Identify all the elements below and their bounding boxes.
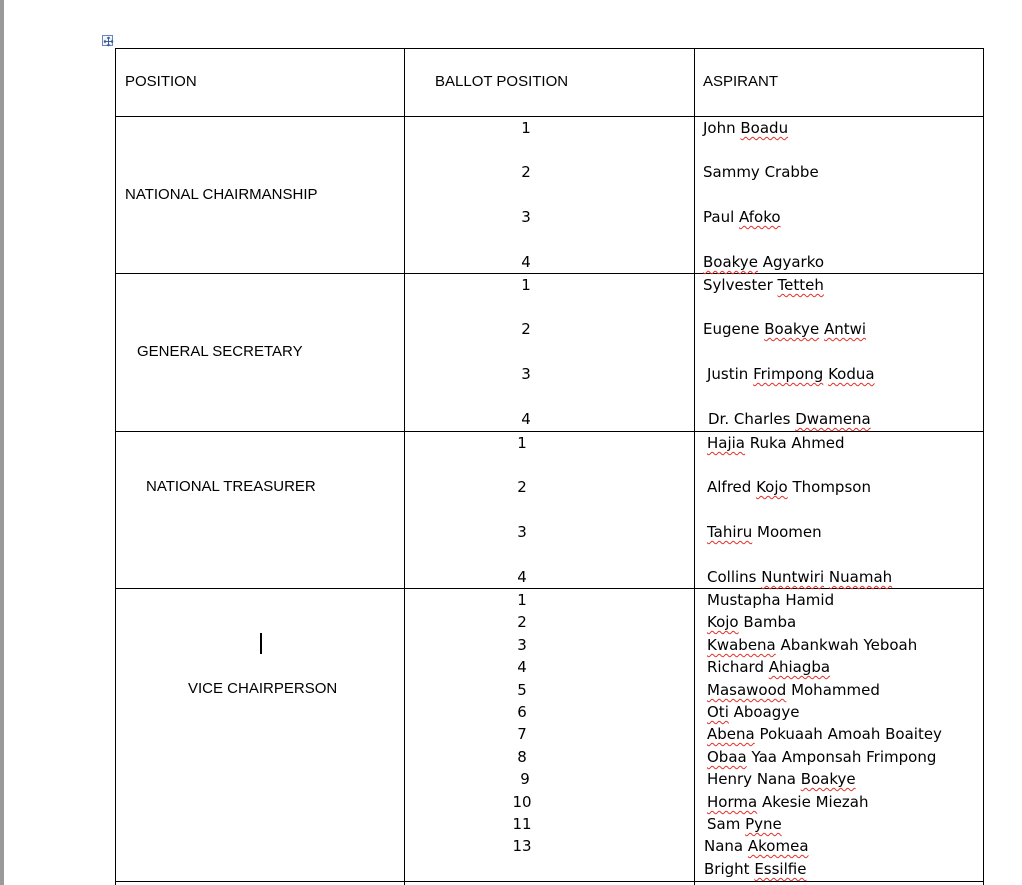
name-part: Justin [707, 365, 754, 383]
spellcheck-word: Pyne [745, 815, 782, 833]
spellcheck-word: Afoko [739, 208, 781, 226]
name-part: Akesie [761, 793, 811, 811]
ballot-number: 10 [512, 793, 532, 811]
ballot-number: 4 [517, 658, 527, 676]
name-part: Abankwah [780, 636, 859, 654]
header-ballot-position: BALLOT POSITION [435, 73, 569, 90]
aspirant-name [707, 725, 942, 743]
position-label: GENERAL SECRETARY [137, 343, 303, 360]
aspirant-name [703, 208, 781, 226]
aspirant-name [707, 793, 869, 811]
aspirant-name [707, 703, 799, 721]
name-part: Dr. Charles [708, 410, 796, 428]
aspirant-name [707, 478, 871, 496]
aspirant-name [704, 837, 809, 855]
spellcheck-word: Kojo [756, 478, 788, 496]
name-part: Thompson [787, 478, 871, 496]
ballot-number: 2 [517, 613, 527, 631]
name-part: Alfred [707, 478, 757, 496]
aspirant-name [707, 770, 856, 788]
name-part: Henry Nana [707, 770, 801, 788]
name-part: Eugene [703, 320, 765, 338]
name-part: Agyarko [762, 253, 825, 271]
name-part: Amponsah [781, 748, 862, 766]
ballot-number: 4 [521, 410, 531, 428]
aspirant-name [707, 591, 834, 609]
spellcheck-word: Tahiru [707, 523, 753, 541]
ballot-number: 1 [521, 119, 531, 137]
aspirant-name [707, 636, 917, 654]
name-part: Yaa [751, 748, 777, 766]
name-part: Sammy Crabbe [703, 163, 819, 181]
aspirant-name [707, 434, 845, 452]
spellcheck-word: Boadu [740, 119, 789, 137]
spellcheck-word: Ahiagba [768, 658, 831, 676]
spellcheck-word: Boakye [800, 770, 856, 788]
header-aspirant: ASPIRANT [703, 73, 779, 90]
ballot-number: 3 [517, 523, 527, 541]
spellcheck-word: Kodua [828, 365, 875, 383]
ballot-number: 1 [521, 276, 531, 294]
spellcheck-word: Kwabena [707, 636, 776, 654]
section-divider [115, 273, 984, 274]
ballot-number: 6 [517, 703, 527, 721]
table-border-left [115, 48, 116, 885]
name-part: Mohammed [786, 681, 880, 699]
header-position: POSITION [125, 73, 197, 90]
spellcheck-word: Nuntwiri [761, 568, 825, 586]
ballot-number: 8 [517, 748, 527, 766]
spellcheck-word: Oti [707, 703, 729, 721]
name-part: Paul [703, 208, 740, 226]
aspirant-name [707, 748, 936, 766]
aspirant-name [703, 253, 824, 271]
table-move-handle-icon[interactable] [102, 35, 113, 46]
ballot-number: 2 [517, 478, 527, 496]
spellcheck-word: Essilfie [754, 860, 807, 878]
spellcheck-word: Antwi [823, 320, 867, 338]
aspirant-name [703, 119, 788, 137]
name-part: Mustapha Hamid [707, 591, 835, 609]
spellcheck-word: Hajia [707, 434, 745, 452]
ballot-number: 5 [517, 681, 527, 699]
name-part: Ruka [749, 434, 787, 452]
spellcheck-word: Dwamena [795, 410, 871, 428]
position-label: NATIONAL TREASURER [146, 478, 316, 495]
aspirant-name [707, 568, 892, 586]
spellcheck-word: Boakye [764, 320, 820, 338]
ballot-number: 13 [512, 837, 532, 855]
spellcheck-word: Abena [707, 725, 755, 743]
table-border-top [115, 48, 984, 49]
table-divider-2 [694, 48, 695, 885]
spellcheck-word: Kojo [707, 613, 739, 631]
aspirant-name [707, 658, 830, 676]
name-part: John [703, 119, 741, 137]
section-divider [115, 881, 984, 882]
ballot-number: 3 [521, 208, 531, 226]
name-part: Richard [707, 658, 769, 676]
name-part: Ahmed [786, 434, 845, 452]
spellcheck-word: Horma [707, 793, 758, 811]
name-part: Collins [707, 568, 762, 586]
spellcheck-word: Frimpong [753, 365, 824, 383]
name-part: Miezah [815, 793, 869, 811]
name-part: Pokuaah [759, 725, 823, 743]
position-label: NATIONAL CHAIRMANSHIP [125, 186, 318, 203]
table-divider-1 [404, 48, 405, 885]
aspirant-name [704, 860, 806, 878]
spellcheck-word: Akomea [747, 837, 809, 855]
spellcheck-word: Boakye [703, 253, 758, 271]
ballot-number: 3 [521, 365, 531, 383]
ballot-number: 4 [521, 253, 531, 271]
spellcheck-word: Masawood [707, 681, 787, 699]
aspirant-name [707, 365, 875, 383]
ballot-number: 2 [521, 163, 531, 181]
section-divider [115, 431, 984, 432]
name-part: Boaitey [885, 725, 942, 743]
name-part: Bright [704, 860, 755, 878]
name-part: Amoah [827, 725, 881, 743]
aspirant-name [707, 523, 822, 541]
aspirant-name [708, 410, 871, 428]
ballot-number: 3 [517, 636, 527, 654]
window-left-edge [0, 0, 4, 885]
name-part: Bamba [743, 613, 797, 631]
name-part: Frimpong [866, 748, 937, 766]
name-part: Sylvester [703, 276, 778, 294]
aspirant-name [707, 613, 796, 631]
text-cursor [260, 633, 262, 654]
name-part: Yeboah [863, 636, 918, 654]
aspirant-name [707, 815, 782, 833]
spellcheck-word: Tetteh [777, 276, 824, 294]
name-part: Moomen [757, 523, 822, 541]
aspirant-name [703, 163, 819, 181]
table-border-right [983, 48, 984, 885]
spellcheck-word: Obaa [707, 748, 747, 766]
name-part: Sam [707, 815, 746, 833]
ballot-number: 4 [517, 568, 527, 586]
name-part: Nana [704, 837, 748, 855]
section-divider [115, 588, 984, 589]
ballot-number: 7 [517, 725, 527, 743]
ballot-number: 1 [517, 591, 527, 609]
position-label: VICE CHAIRPERSON [188, 680, 338, 697]
ballot-number: 9 [520, 770, 530, 788]
header-divider [115, 116, 984, 117]
aspirant-name [707, 681, 880, 699]
spellcheck-word: Nuamah [828, 568, 893, 586]
aspirant-name [703, 320, 866, 338]
ballot-number: 11 [512, 815, 532, 833]
aspirant-name [703, 276, 824, 294]
name-part: Aboagye [733, 703, 800, 721]
ballot-number: 1 [517, 434, 527, 452]
ballot-number: 2 [521, 320, 531, 338]
